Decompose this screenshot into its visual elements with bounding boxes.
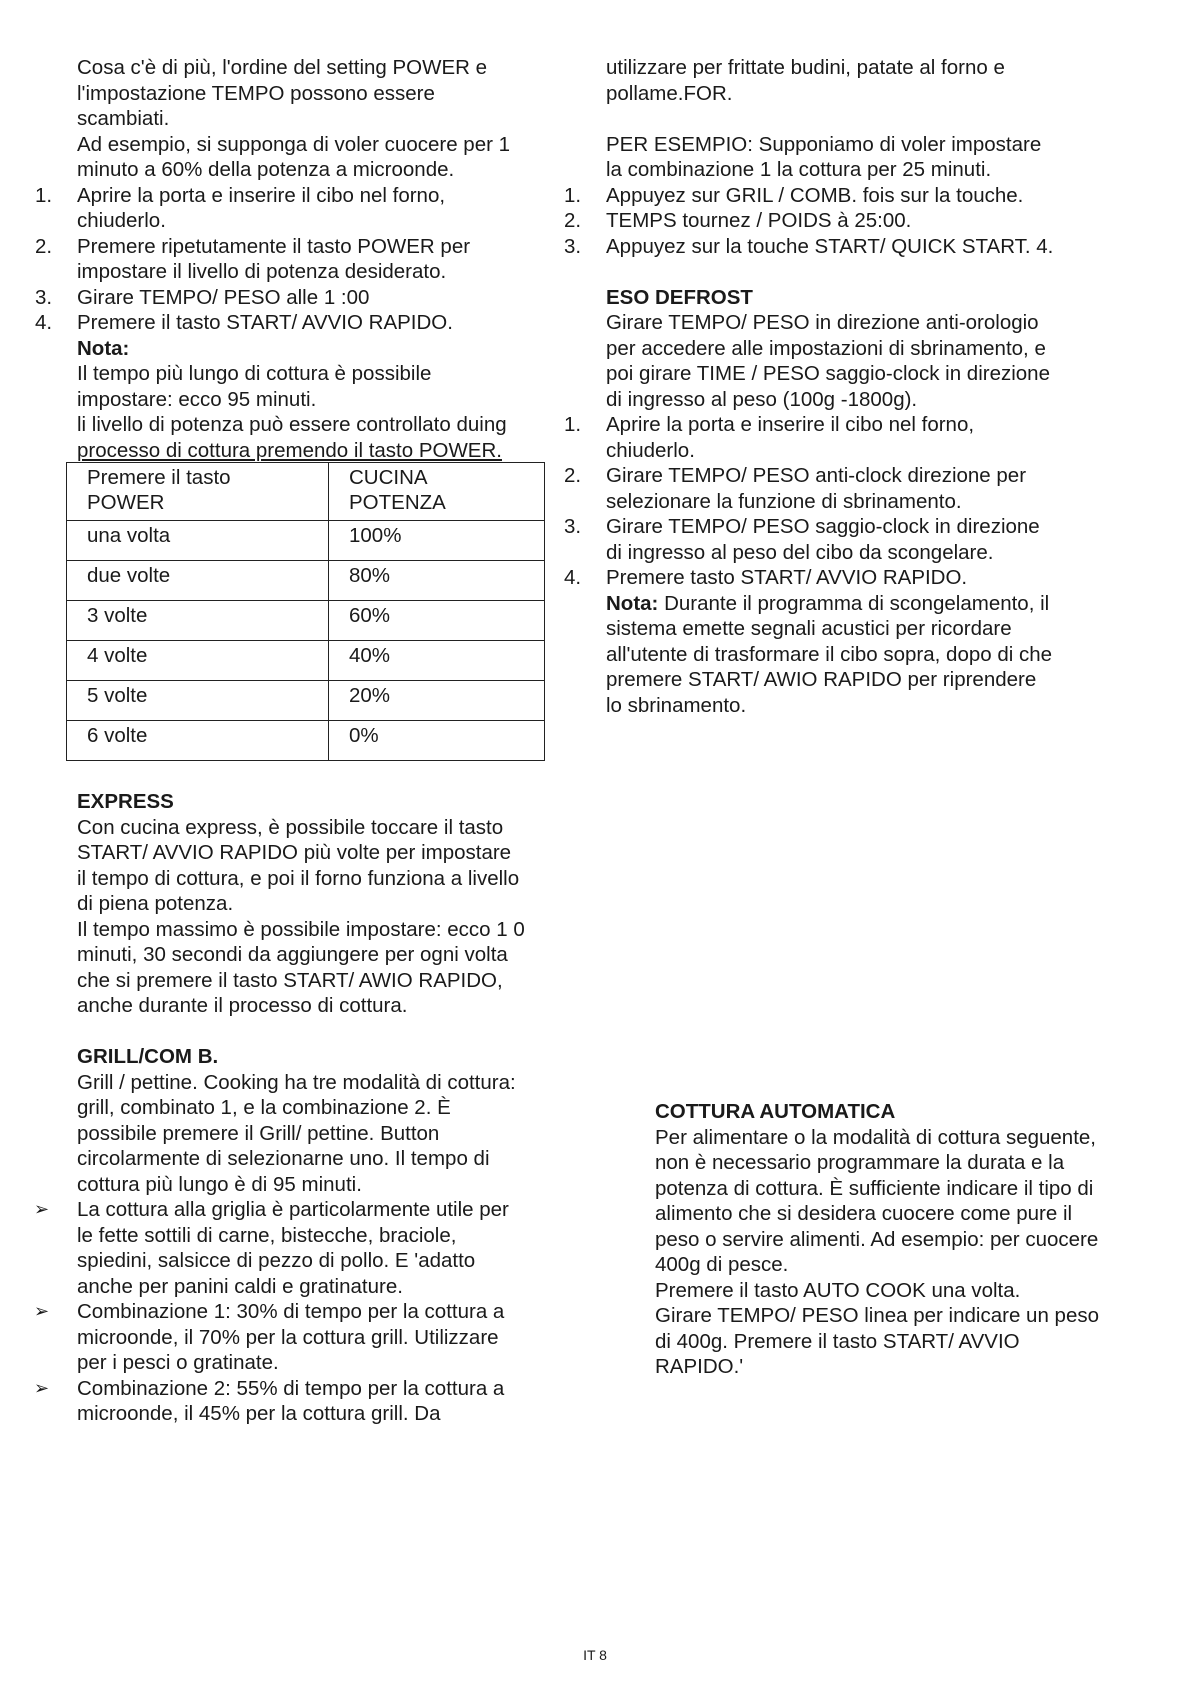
text-line: potenza di cottura. È sufficiente indicare il tipo di xyxy=(655,1176,1094,1200)
text-line: di piena potenza. xyxy=(77,892,234,915)
text-line: RAPIDO.' xyxy=(655,1355,744,1378)
list-item xyxy=(28,183,568,234)
left-column xyxy=(28,55,568,1427)
text-line: grill, combinato 1, e la combinazione 2. È xyxy=(77,1096,451,1119)
power-table xyxy=(66,462,545,761)
text-line: Con cucina express, è possibile toccare il tasto xyxy=(77,815,504,839)
intro-text xyxy=(28,55,568,183)
step-number: 3. xyxy=(564,234,582,258)
list-item xyxy=(557,565,1176,591)
text-line: chiuderlo. xyxy=(606,438,695,462)
example-text xyxy=(606,132,1176,183)
text-line: minuto a 60% della potenza a microonde. xyxy=(77,158,455,181)
text-line: POWER xyxy=(87,491,165,514)
defrost-section xyxy=(564,285,1176,719)
text-line: per accedere alle impostazioni di sbrinamento, e xyxy=(606,336,1046,360)
text-line: Girare TEMPO/ PESO alle 1 :00 xyxy=(77,285,370,309)
list-item xyxy=(28,1376,568,1427)
section-heading: COTTURA AUTOMATICA xyxy=(655,1100,896,1123)
list-item xyxy=(557,514,1176,565)
text-line: Premere il tasto AUTO COOK una volta. xyxy=(655,1278,1021,1302)
text-line: utilizzare per frittate budini, patate al forno e xyxy=(606,56,1005,79)
text-line: anche per panini caldi e gratinature. xyxy=(77,1274,403,1298)
table-header-row xyxy=(67,463,545,521)
table-cell: 0% xyxy=(329,721,545,761)
table-cell: 6 volte xyxy=(67,721,329,761)
nota-label: Nota: xyxy=(77,336,130,360)
table-cell: 40% xyxy=(329,641,545,681)
defrost-steps-list xyxy=(557,412,1176,591)
table-cell: 3 volte xyxy=(67,601,329,641)
text-line: all'utente di trasformare il cibo sopra, dopo di che xyxy=(606,642,1053,666)
arrow-bullet-icon: ➢ xyxy=(34,1301,50,1321)
text-line: per i pesci o gratinate. xyxy=(77,1351,279,1374)
text-line: Girare TEMPO/ PESO anti-clock direzione per xyxy=(606,464,1027,487)
text-line: Combinazione 2: 55% di tempo per la cottura a xyxy=(77,1376,505,1400)
text-line: non è necessario programmare la durata e la xyxy=(655,1151,1065,1174)
text-line: Cosa c'è di più, l'ordine del setting POWER e xyxy=(77,56,488,79)
text-line: cottura più lungo è di 95 minuti. xyxy=(77,1172,362,1196)
list-item xyxy=(28,285,568,311)
step-number: 2. xyxy=(564,464,582,487)
text-line: Premere il tasto START/ AVVIO RAPIDO. xyxy=(77,311,453,334)
text-line: li livello di potenza può essere controllato duing xyxy=(77,413,507,436)
text-line: che si premere il tasto START/ AWIO RAPIDO, xyxy=(77,968,503,992)
list-item xyxy=(557,234,1176,260)
list-item xyxy=(557,183,1176,209)
text-line: Girare TEMPO/ PESO in direzione anti-orologio xyxy=(606,311,1039,334)
text-line: il tempo di cottura, e poi il forno funziona a livello xyxy=(77,866,520,890)
text-line: la combinazione 1 la cottura per 25 minuti. xyxy=(606,158,992,181)
text-line: peso o servire alimenti. Ad esempio: per cuocere xyxy=(655,1227,1099,1251)
text-line: PER ESEMPIO: Supponiamo di voler impostare xyxy=(606,132,1042,156)
right-column xyxy=(564,55,1176,718)
table-cell: 5 volte xyxy=(67,681,329,721)
steps-list xyxy=(557,183,1176,260)
text-line: impostare: ecco 95 minuti. xyxy=(77,387,317,411)
text-line: scambiati. xyxy=(77,107,170,130)
text-line: alimento che si desidera cuocere come pure il xyxy=(655,1202,1073,1225)
text-line: POTENZA xyxy=(349,491,446,514)
text-line: spiedini, salsicce di pezzo di pollo. E 'adatto xyxy=(77,1249,476,1272)
text-line: Il tempo massimo è possibile impostare: ecco 1 0 xyxy=(77,917,525,941)
text-line: Girare TEMPO/ PESO saggio-clock in direzione xyxy=(606,515,1040,538)
table-cell: 80% xyxy=(329,561,545,601)
arrow-bullet-icon: ➢ xyxy=(34,1199,50,1219)
step-number: 1. xyxy=(564,413,582,436)
text-line: lo sbrinamento. xyxy=(606,693,747,717)
list-item xyxy=(557,463,1176,514)
step-number: 1. xyxy=(564,183,582,207)
table-row xyxy=(67,721,545,761)
text-line: CUCINA xyxy=(349,466,428,489)
text-line: circolarmente di selezionarne uno. Il tempo di xyxy=(77,1147,490,1170)
text-line: Girare TEMPO/ PESO linea per indicare un peso xyxy=(655,1304,1099,1327)
section-heading: EXPRESS xyxy=(77,790,174,813)
list-item xyxy=(28,1299,568,1376)
steps-list xyxy=(28,183,568,336)
list-item xyxy=(28,1197,568,1299)
text-line: Premere il tasto xyxy=(87,466,231,489)
table-row xyxy=(67,641,545,681)
section-heading: GRILL/COM B. xyxy=(77,1045,219,1068)
text-line: Il tempo più lungo di cottura è possibile xyxy=(77,362,432,385)
text-line: l'impostazione TEMPO possono essere xyxy=(77,81,435,105)
section-heading: ESO DEFROST xyxy=(606,285,753,309)
intro-text xyxy=(606,55,1176,106)
auto-cook-section xyxy=(655,1099,1175,1380)
arrow-bullet-icon: ➢ xyxy=(34,1377,50,1398)
table-row xyxy=(67,521,545,561)
text-line: pollame.FOR. xyxy=(606,81,733,105)
nota-block xyxy=(28,336,568,464)
list-item xyxy=(28,310,568,336)
table-cell: 20% xyxy=(329,681,545,721)
list-item xyxy=(557,208,1176,234)
text-line: chiuderlo. xyxy=(77,209,166,232)
nota-line xyxy=(606,591,1176,617)
text-line: Combinazione 1: 30% di tempo per la cottura a xyxy=(77,1300,505,1323)
text-line: le fette sottili di carne, bistecche, braciole, xyxy=(77,1223,457,1247)
text-line: processo di cottura premendo il tasto POWER. xyxy=(77,438,502,462)
table-header-cell xyxy=(329,463,545,521)
text-line: Durante il programma di scongelamento, il xyxy=(658,591,1050,615)
text-line: TEMPS tournez / POIDS à 25:00. xyxy=(606,209,912,232)
text-line: Per alimentare o la modalità di cottura seguente, xyxy=(655,1125,1097,1149)
text-line: La cottura alla griglia è particolarmente utile per xyxy=(77,1198,509,1221)
text-line: Ad esempio, si supponga di voler cuocere per 1 xyxy=(77,132,511,156)
text-line: Premere tasto START/ AVVIO RAPIDO. xyxy=(606,566,968,589)
text-line: Appuyez sur la touche START/ QUICK START. 4. xyxy=(606,234,1054,258)
grill-section xyxy=(28,1044,568,1427)
text-line: di ingresso al peso del cibo da scongelare. xyxy=(606,540,994,564)
table-row xyxy=(67,561,545,601)
table-header-cell xyxy=(67,463,329,521)
list-item xyxy=(28,234,568,285)
text-line: minuti, 30 secondi da aggiungere per ogni volta xyxy=(77,943,508,966)
table-cell: 60% xyxy=(329,601,545,641)
list-item xyxy=(557,412,1176,463)
text-line: impostare il livello di potenza desiderato. xyxy=(77,260,447,283)
text-line: Appuyez sur GRIL / COMB. fois sur la touche. xyxy=(606,183,1024,207)
text-line: 400g di pesce. xyxy=(655,1253,789,1276)
step-number: 4. xyxy=(564,566,582,589)
text-line: anche durante il processo di cottura. xyxy=(77,994,408,1017)
step-number: 2. xyxy=(35,234,53,258)
express-section xyxy=(28,789,568,1019)
text-line: Premere ripetutamente il tasto POWER per xyxy=(77,234,471,258)
text-line: Grill / pettine. Cooking ha tre modalità di cottura: xyxy=(77,1070,516,1094)
text-line: microonde, il 45% per la cottura grill. Da xyxy=(77,1402,441,1425)
text-line: di 400g. Premere il tasto START/ AVVIO xyxy=(655,1329,1020,1353)
table-cell: 100% xyxy=(329,521,545,561)
step-number: 4. xyxy=(35,311,53,334)
step-number: 3. xyxy=(35,285,53,309)
table-row xyxy=(67,601,545,641)
text-line: selezionare la funzione di sbrinamento. xyxy=(606,489,962,513)
text-line: Aprire la porta e inserire il cibo nel forno, xyxy=(77,183,446,207)
text-line: premere START/ AWIO RAPIDO per riprendere xyxy=(606,668,1037,691)
step-number: 3. xyxy=(564,515,582,538)
text-line: possibile premere il Grill/ pettine. Button xyxy=(77,1121,440,1145)
text-line: Aprire la porta e inserire il cibo nel forno, xyxy=(606,413,975,436)
text-line: sistema emette segnali acustici per ricordare xyxy=(606,617,1012,640)
text-line: microonde, il 70% per la cottura grill. Utilizzare xyxy=(77,1325,499,1349)
text-line: poi girare TIME / PESO saggio-clock in direzione xyxy=(606,362,1050,385)
text-line: START/ AVVIO RAPIDO più volte per impostare xyxy=(77,841,512,864)
step-number: 1. xyxy=(35,183,53,207)
table-cell: due volte xyxy=(67,561,329,601)
table-row xyxy=(67,681,545,721)
table-cell: una volta xyxy=(67,521,329,561)
nota-label: Nota: xyxy=(606,591,659,615)
text-line: di ingresso al peso (100g -1800g). xyxy=(606,387,918,411)
step-number: 2. xyxy=(564,209,582,232)
table-cell: 4 volte xyxy=(67,641,329,681)
page-number: IT 8 xyxy=(583,1647,607,1663)
